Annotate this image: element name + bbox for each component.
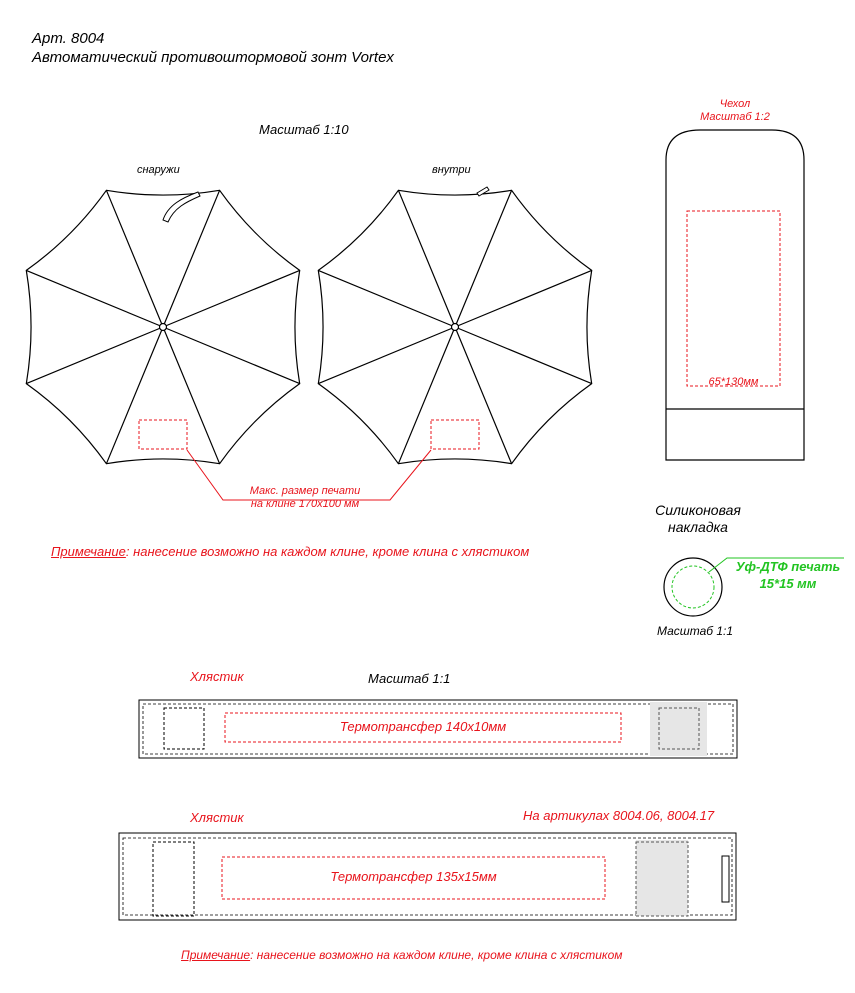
umbrella-hub xyxy=(160,324,167,331)
umbrella-loop xyxy=(163,192,200,222)
print-size-line1: Макс. размер печати xyxy=(249,485,361,497)
strap2-snap-left xyxy=(153,842,194,916)
strap2-grey-zone xyxy=(636,840,688,916)
note-1 xyxy=(51,545,529,560)
outside-label: снаружи xyxy=(137,164,180,176)
umbrella-print-area-inside xyxy=(431,420,479,449)
umbrella-inside-tip xyxy=(477,187,489,196)
note-2-text: : нанесение возможно на каждом клине, кроме клина с хлястиком xyxy=(250,948,623,962)
silicone-title-1: Силиконовая xyxy=(655,502,741,518)
strap2-slot xyxy=(722,856,729,902)
silicone-title-2: накладка xyxy=(668,519,728,535)
umbrella-scale: Масштаб 1:10 xyxy=(259,122,349,137)
note-2-label: Примечание xyxy=(181,948,251,962)
note-2 xyxy=(181,949,622,963)
article-number: Арт. 8004 xyxy=(32,30,105,47)
silicone-print-label: Уф-ДТФ печать xyxy=(735,559,841,574)
strap1-label: Хлястик xyxy=(190,669,244,684)
note-1-label: Примечание xyxy=(51,544,126,559)
strap2-articles: На артикулах 8004.06, 8004.17 xyxy=(523,808,715,823)
strap1-scale: Масштаб 1:1 xyxy=(368,671,451,686)
strap2-label: Хлястик xyxy=(190,810,244,825)
inside-label: внутри xyxy=(432,164,471,176)
silicone-pad xyxy=(664,558,722,616)
case-print-area xyxy=(687,211,780,386)
strap1-snap-left xyxy=(164,708,204,749)
print-size-line2: на клине 170х100 мм xyxy=(250,498,360,510)
umbrella-outside-drawing xyxy=(26,190,299,463)
strap1-transfer: Термотрансфер 140х10мм xyxy=(339,719,507,734)
case-print-size: 65*130мм xyxy=(708,376,759,388)
umbrella-inside-drawing xyxy=(318,190,591,463)
umbrella-print-area-outside xyxy=(139,420,187,449)
strap2-transfer: Термотрансфер 135х15мм xyxy=(330,869,497,884)
note-1-text: : нанесение возможно на каждом клине, кроме клина с хлястиком xyxy=(125,544,530,559)
case-scale: Масштаб 1:2 xyxy=(700,111,770,123)
product-title: Автоматический противоштормовой зонт Vortex xyxy=(32,49,394,66)
silicone-scale: Масштаб 1:1 xyxy=(657,624,734,638)
case-title: Чехол xyxy=(719,98,751,110)
umbrella-hub xyxy=(452,324,459,331)
silicone-print-size: 15*15 мм xyxy=(759,576,817,591)
silicone-print-area xyxy=(672,566,714,608)
